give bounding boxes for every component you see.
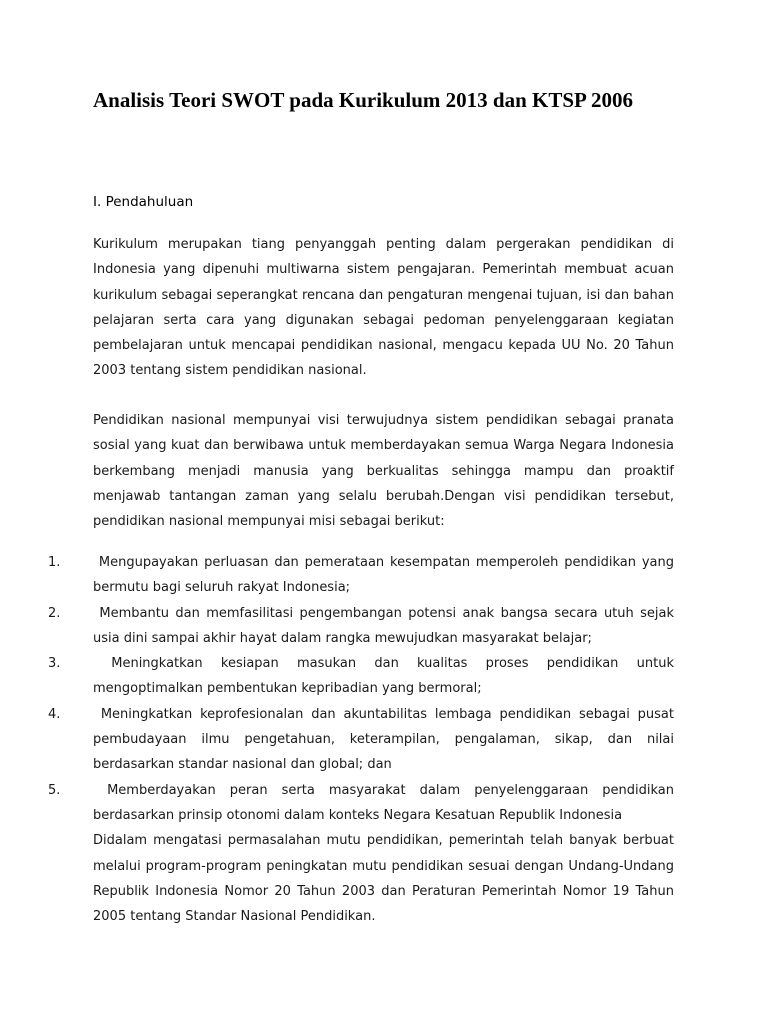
paragraph-intro: Kurikulum merupakan tiang penyanggah penting dalam pergerakan pendidikan di Indonesia yang dipenuhi multiwarna sistem pengajaran. Pemerintah membuat acuan kurikulum sebagai seperangkat rencana dan pengaturan mengenai tujuan, isi dan bahan pelajaran serta cara yang digunakan sebagai pedoman penyelenggaraan kegiatan pembelajaran untuk mencapai pendidikan nasional, mengacu kepada UU No. 20 Tahun 2003 tentang sistem pendidikan nasional. xyxy=(93,237,674,379)
list-number: 3. xyxy=(48,656,61,672)
section-heading: I. Pendahuluan xyxy=(93,194,194,210)
continuation-paragraph: Didalam mengatasi permasalahan mutu pendidikan, pemerintah telah banyak berbuat melalui program-program peningkatan mutu pendidikan sesuai dengan Undang-Undang Republik Indonesia Nomor 20 Tahun 2003 dan Peraturan Pemerintah Nomor 19 Tahun 2005 tentang Standar Nasional Pendidikan. xyxy=(93,833,674,925)
paragraph-vision: Pendidikan nasional mempunyai visi terwujudnya sistem pendidikan sebagai pranata sosial yang kuat dan berwibawa untuk memberdayakan semua Warga Negara Indonesia berkembang menjadi manusia yang berkualitas sehingga mampu dan proaktif menjawab tantangan zaman yang selalu berubah.Dengan visi pendidikan tersebut, pendidikan nasional mempunyai misi sebagai berikut: xyxy=(93,413,674,530)
list-item xyxy=(0,651,768,702)
list-text: Memberdayakan peran serta masyarakat dalam penyelenggaraan pendidikan berdasarkan prinsip otonomi dalam konteks Negara Kesatuan Republik Indonesia xyxy=(93,782,674,823)
list-text: Membantu dan memfasilitasi pengembangan potensi anak bangsa secara utuh sejak usia dini sampai akhir hayat dalam rangka mewujudkan masyarakat belajar; xyxy=(93,605,674,646)
list-text: Meningkatkan kesiapan masukan dan kualitas proses pendidikan untuk mengoptimalkan pembentukan kepribadian yang bermoral; xyxy=(93,656,674,697)
list-item xyxy=(0,601,768,652)
list-number: 5. xyxy=(48,782,61,798)
list-number: 1. xyxy=(48,555,61,570)
list-text: Mengupayakan perluasan dan pemerataan kesempatan memperoleh pendidikan yang bermutu bagi seluruh rakyat Indonesia; xyxy=(93,555,674,596)
list-item xyxy=(0,778,768,930)
mission-list xyxy=(0,550,768,929)
list-item xyxy=(0,702,768,778)
list-number: 4. xyxy=(48,706,61,722)
document-title: Analisis Teori SWOT pada Kurikulum 2013 dan KTSP 2006 xyxy=(93,88,633,112)
list-number: 2. xyxy=(48,605,61,621)
list-item xyxy=(0,550,768,601)
list-text-with-continuation xyxy=(93,778,674,930)
list-text: Meningkatkan keprofesionalan dan akuntabilitas lembaga pendidikan sebagai pusat pembudayaan ilmu pengetahuan, keterampilan, pengalaman, sikap, dan nilai berdasarkan standar nasional dan global; dan xyxy=(93,706,674,773)
